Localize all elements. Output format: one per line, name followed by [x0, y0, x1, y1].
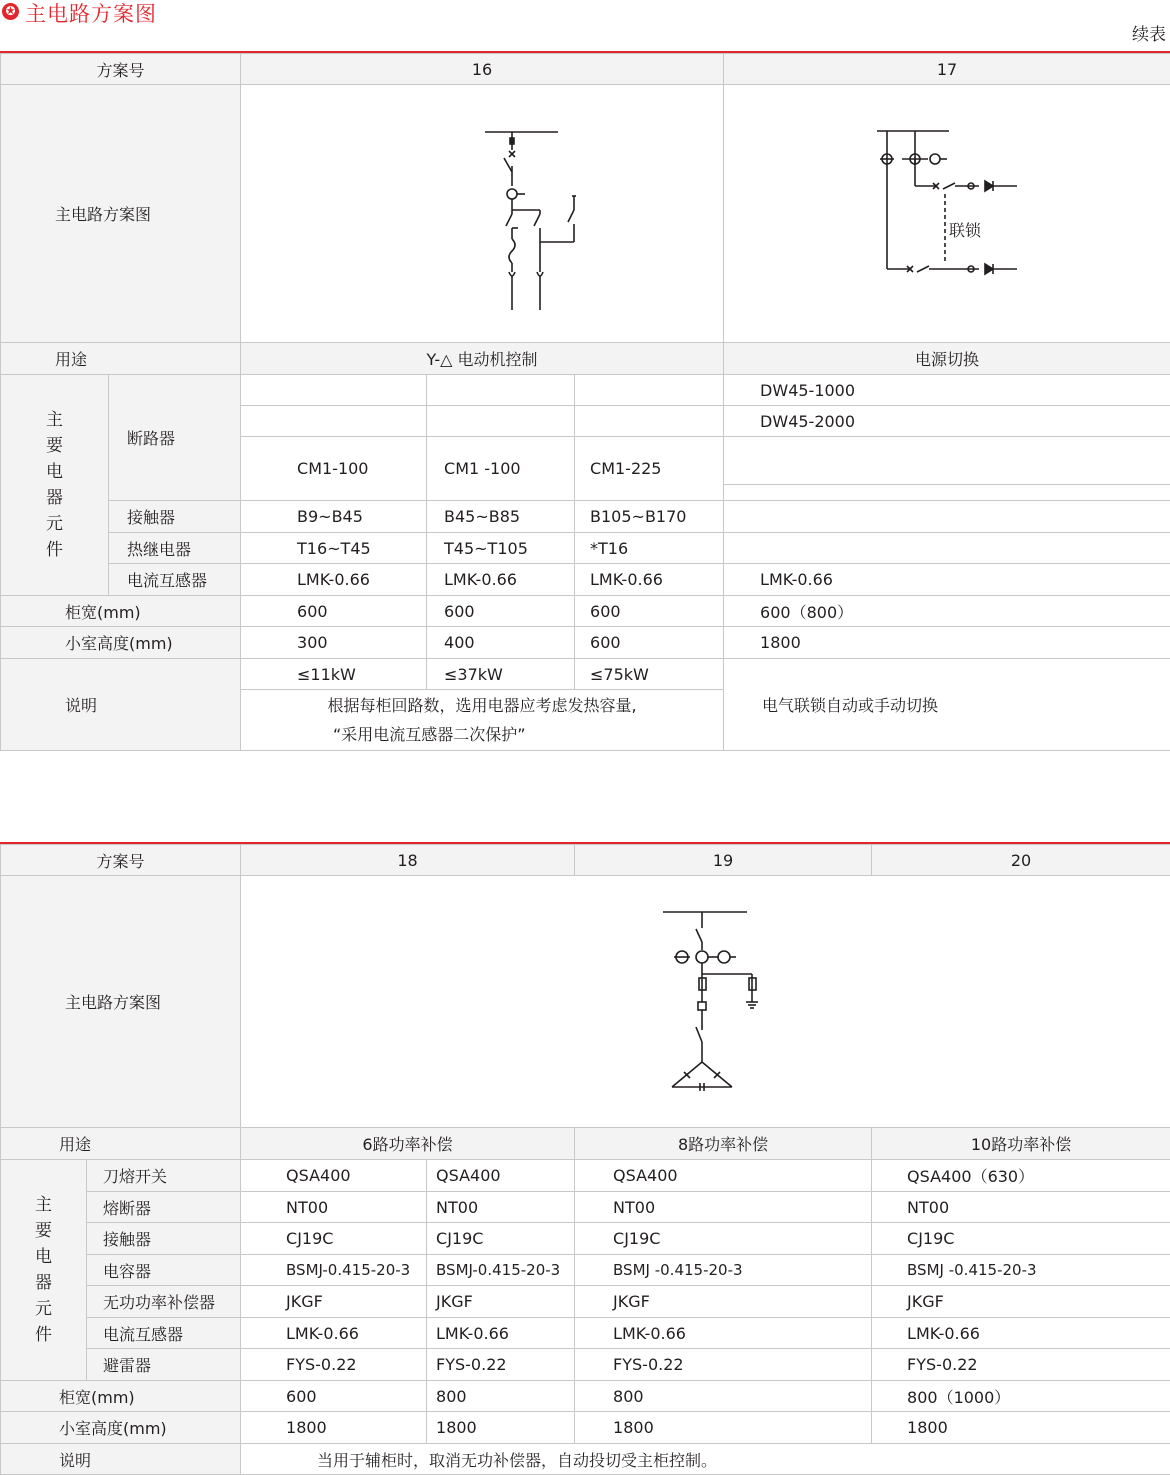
component-label: 电容器 [87, 1255, 241, 1286]
component-row [1, 1286, 1170, 1318]
width-16-2: 600 [427, 596, 575, 627]
note-2: 当用于辅柜时，取消无功补偿器，自动投切受主柜控制。 [241, 1444, 1170, 1475]
component-value: LMK-0.66 [427, 1318, 575, 1349]
usage-17: 电源切换 [724, 343, 1170, 375]
component-value: BSMJ -0.415-20-3 [872, 1255, 1170, 1286]
component-value: FYS-0.22 [575, 1349, 872, 1381]
component-label: 避雷器 [87, 1349, 241, 1381]
component-value: BSMJ -0.415-20-3 [575, 1255, 872, 1286]
note-label: 说明 [1, 659, 241, 751]
usage-20: 10路功率补偿 [872, 1128, 1170, 1160]
main-components-label-2 [1, 1160, 87, 1381]
thermal-16-1: T16~T45 [241, 533, 427, 564]
contactor-16-3: B105~B170 [575, 501, 724, 533]
scheme-table-16-17 [0, 53, 1170, 751]
component-value: CJ19C [427, 1223, 575, 1255]
height-16-2: 400 [427, 627, 575, 659]
note-17: 电气联锁自动或手动切换 [724, 659, 1170, 751]
width-label-2: 柜宽(mm) [1, 1381, 241, 1412]
component-value: QSA400 [427, 1160, 575, 1192]
ct-16-3: LMK-0.66 [575, 564, 724, 596]
breaker-16-3: CM1-225 [575, 437, 724, 501]
height-20: 1800 [872, 1412, 1170, 1444]
note-16-line1: 根据每柜回路数，选用电器应考虑发热容量, [327, 696, 637, 715]
main-components-text-2: 主 要 电 器 元 件 [35, 1195, 52, 1345]
component-label: 熔断器 [87, 1192, 241, 1223]
thermal-16-3: *T16 [575, 533, 724, 564]
component-value: QSA400 [241, 1160, 427, 1192]
continued-label: 续表 [1132, 25, 1166, 45]
component-value: JKGF [241, 1286, 427, 1318]
main-components-text: 主 要 电 器 元 件 [46, 410, 63, 560]
component-value: QSA400 [575, 1160, 872, 1192]
width-16-3: 600 [575, 596, 724, 627]
component-value: BSMJ-0.415-20-3 [241, 1255, 427, 1286]
component-value: LMK-0.66 [575, 1318, 872, 1349]
component-value: NT00 [427, 1192, 575, 1223]
width-18b: 800 [427, 1381, 575, 1412]
power-16-3: ≤75kW [575, 659, 724, 690]
usage-label-2: 用途 [1, 1128, 241, 1160]
scheme-20: 20 [872, 845, 1170, 876]
breaker-16-1: CM1-100 [241, 437, 427, 501]
usage-16: Y-△ 电动机控制 [241, 343, 724, 375]
breaker-17-b: DW45-2000 [724, 406, 1170, 437]
interlock-label: 联锁 [949, 220, 982, 240]
diagram-label-2: 主电路方案图 [1, 876, 241, 1128]
height-label: 小室高度(mm) [1, 627, 241, 659]
note-label-2: 说明 [1, 1444, 241, 1475]
height-19: 1800 [575, 1412, 872, 1444]
capacitor-compensation-circuit-diagram [646, 902, 766, 1102]
component-row [1, 1349, 1170, 1381]
width-label: 柜宽(mm) [1, 596, 241, 627]
star-badge-icon: ✪ [2, 3, 19, 20]
component-value: NT00 [241, 1192, 427, 1223]
contactor-label: 接触器 [109, 501, 241, 533]
usage-label: 用途 [1, 343, 241, 375]
component-row [1, 1160, 1170, 1192]
page-header [0, 0, 1170, 52]
component-value: NT00 [872, 1192, 1170, 1223]
breaker-label: 断路器 [109, 375, 241, 501]
component-value: JKGF [575, 1286, 872, 1318]
width-20: 800（1000） [872, 1381, 1170, 1412]
contactor-16-1: B9~B45 [241, 501, 427, 533]
component-label: 无功功率补偿器 [87, 1286, 241, 1318]
component-value: QSA400（630） [872, 1160, 1170, 1192]
y-delta-motor-circuit-diagram [382, 114, 582, 314]
component-label: 接触器 [87, 1223, 241, 1255]
component-value: NT00 [575, 1192, 872, 1223]
scheme-label: 方案号 [1, 54, 241, 85]
component-row [1, 1255, 1170, 1286]
height-18b: 1800 [427, 1412, 575, 1444]
note-16 [241, 690, 724, 751]
component-value: FYS-0.22 [241, 1349, 427, 1381]
width-16-1: 600 [241, 596, 427, 627]
component-value: LMK-0.66 [241, 1318, 427, 1349]
ct-16-2: LMK-0.66 [427, 564, 575, 596]
diagram-16-cell [241, 85, 724, 343]
height-label-2: 小室高度(mm) [1, 1412, 241, 1444]
main-components-label [1, 375, 109, 596]
width-17: 600（800） [724, 596, 1170, 627]
component-value: FYS-0.22 [427, 1349, 575, 1381]
component-label: 刀熔开关 [87, 1160, 241, 1192]
breaker-17-a: DW45-1000 [724, 375, 1170, 406]
height-16-3: 600 [575, 627, 724, 659]
scheme-16: 16 [241, 54, 724, 85]
thermal-16-2: T45~T105 [427, 533, 575, 564]
section-title: 主电路方案图 [25, 2, 157, 26]
scheme-18: 18 [241, 845, 575, 876]
ct-label: 电流互感器 [109, 564, 241, 596]
scheme-19: 19 [575, 845, 872, 876]
scheme-table-18-20 [0, 844, 1170, 1475]
ct-17: LMK-0.66 [724, 564, 1170, 596]
component-value: JKGF [872, 1286, 1170, 1318]
height-17: 1800 [724, 627, 1170, 659]
ct-16-1: LMK-0.66 [241, 564, 427, 596]
component-value: FYS-0.22 [872, 1349, 1170, 1381]
breaker-16-2: CM1 -100 [427, 437, 575, 501]
component-value: CJ19C [241, 1223, 427, 1255]
diagram-17-cell [724, 85, 1170, 343]
diagram-label: 主电路方案图 [1, 85, 241, 343]
component-value: JKGF [427, 1286, 575, 1318]
scheme-17: 17 [724, 54, 1170, 85]
diagram-18-20-cell [241, 876, 1170, 1128]
component-row [1, 1318, 1170, 1349]
component-value: CJ19C [872, 1223, 1170, 1255]
height-16-1: 300 [241, 627, 427, 659]
width-18a: 600 [241, 1381, 427, 1412]
width-19: 800 [575, 1381, 872, 1412]
component-row [1, 1192, 1170, 1223]
usage-19: 8路功率补偿 [575, 1128, 872, 1160]
component-label: 电流互感器 [87, 1318, 241, 1349]
usage-18: 6路功率补偿 [241, 1128, 575, 1160]
power-switching-circuit-diagram [847, 114, 1047, 314]
thermal-label: 热继电器 [109, 533, 241, 564]
scheme-label-2: 方案号 [1, 845, 241, 876]
component-value: LMK-0.66 [872, 1318, 1170, 1349]
height-18a: 1800 [241, 1412, 427, 1444]
power-16-1: ≤11kW [241, 659, 427, 690]
component-value: BSMJ-0.415-20-3 [427, 1255, 575, 1286]
note-16-line2: “采用电流互感器二次保护” [333, 725, 526, 744]
component-row [1, 1223, 1170, 1255]
contactor-16-2: B45~B85 [427, 501, 575, 533]
power-16-2: ≤37kW [427, 659, 575, 690]
component-value: CJ19C [575, 1223, 872, 1255]
